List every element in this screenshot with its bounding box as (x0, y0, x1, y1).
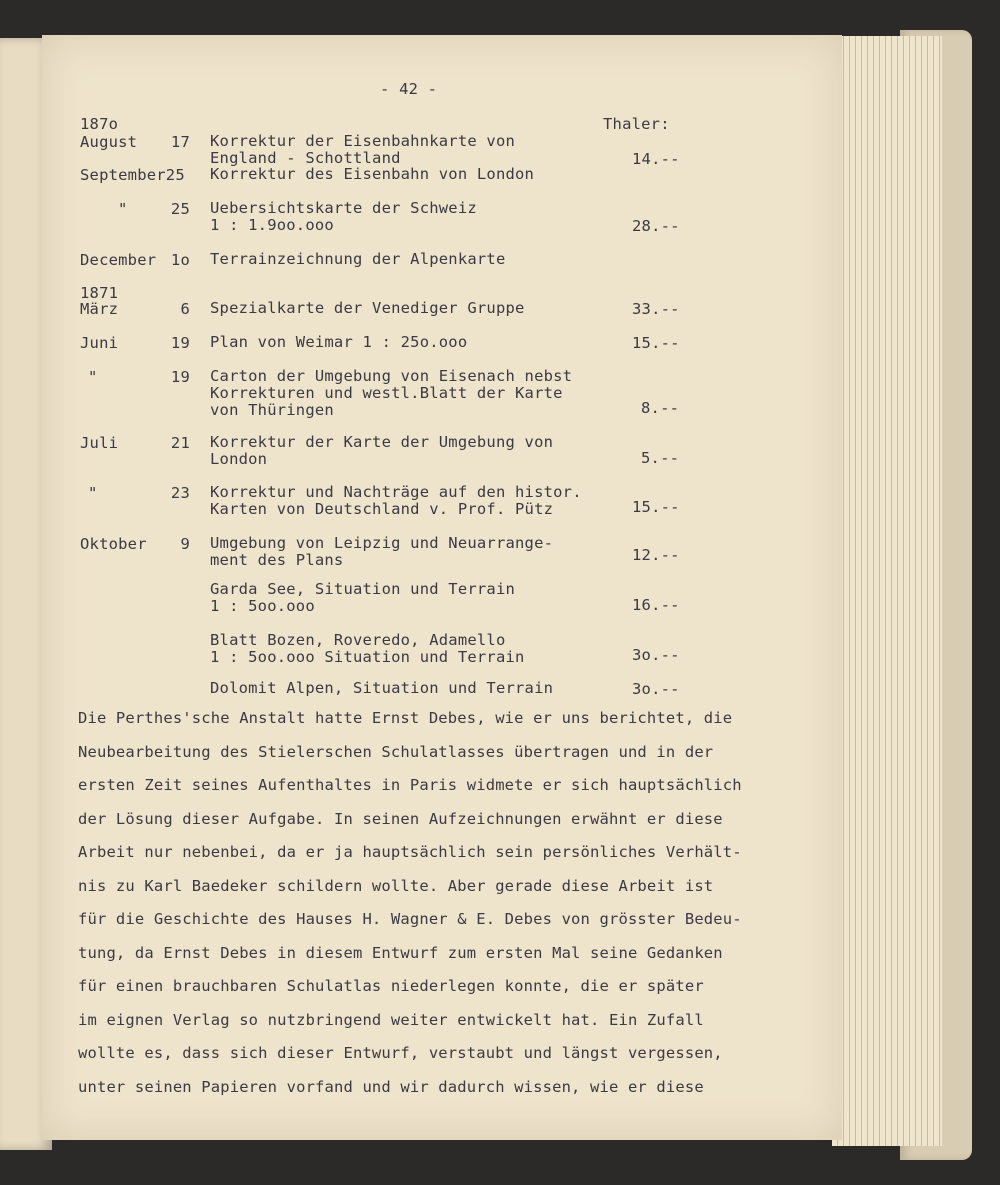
entry-desc-line: von Thüringen (210, 401, 334, 419)
entry-amount: 12.-- (632, 546, 680, 564)
entry-desc-line: Korrektur der Eisenbahnkarte von (210, 132, 516, 150)
entry-month: Juli (80, 434, 119, 452)
entry-desc-line: Dolomit Alpen, Situation und Terrain (210, 679, 554, 697)
entry-desc-line: Uebersichtskarte der Schweiz (210, 199, 477, 217)
paragraph-line: unter seinen Papieren vorfand und wir dadurch wissen, wie er diese (78, 1077, 704, 1096)
entry-desc-line: 1 : 5oo.ooo (210, 597, 315, 615)
page-stack-edge (832, 36, 942, 1146)
entry-desc-line: Korrektur der Karte der Umgebung von (210, 433, 554, 451)
entry-desc-line: Terrainzeichnung der Alpenkarte (210, 250, 506, 268)
year-header: 187o (80, 115, 119, 133)
entry-desc-line: Blatt Bozen, Roveredo, Adamello (210, 631, 506, 649)
body-paragraph (78, 702, 808, 1104)
entry-desc-line: Plan von Weimar 1 : 25o.ooo (210, 333, 468, 351)
entry-desc-line: England - Schottland (210, 149, 401, 167)
paragraph-line: Die Perthes'sche Anstalt hatte Ernst Debes, wie er uns berichtet, die (78, 709, 733, 727)
entry-month: September25 (80, 166, 185, 184)
entry-month: Oktober (80, 535, 147, 553)
entry-amount: 15.-- (632, 334, 680, 352)
entry-day: 19 (170, 334, 190, 352)
entry-desc-line: Korrekturen und westl.Blatt der Karte (210, 384, 563, 402)
entry-desc-line: Carton der Umgebung von Eisenach nebst (210, 367, 573, 385)
entry-amount: 3o.-- (632, 680, 680, 698)
entry-amount: 15.-- (632, 498, 680, 516)
entry-year: 1871 (80, 284, 119, 302)
entry-desc-line: Umgebung von Leipzig und Neuarrange- (210, 534, 554, 552)
paragraph-line: Neubearbeitung des Stielerschen Schulatlasses übertragen und in der (78, 742, 714, 761)
entry-desc-line: London (210, 450, 268, 468)
entry-month: " (118, 200, 128, 218)
entry-month: " (88, 484, 98, 502)
entry-month: " (88, 368, 98, 386)
entry-month: März (80, 300, 119, 318)
entry-desc-line: Spezialkarte der Venediger Gruppe (210, 299, 525, 317)
entry-desc-line: ment des Plans (210, 551, 344, 569)
entry-month: December (80, 251, 157, 269)
entry-day: 1o (170, 251, 190, 269)
paragraph-line: im eignen Verlag so nutzbringend weiter entwickelt hat. Ein Zufall (78, 1010, 704, 1029)
entry-day: 6 (180, 300, 190, 318)
entry-amount: 33.-- (632, 300, 680, 318)
entry-day: 23 (170, 484, 190, 502)
paragraph-line: nis zu Karl Baedeker schildern wollte. Aber gerade diese Arbeit ist (78, 876, 714, 895)
entry-desc-line: 1 : 5oo.ooo Situation und Terrain (210, 648, 525, 666)
entry-amount: 28.-- (632, 217, 680, 235)
entry-amount: 8.-- (641, 399, 680, 417)
paragraph-line: für einen brauchbaren Schulatlas niederlegen konnte, die er später (78, 977, 704, 995)
entry-day: 25 (170, 200, 190, 218)
paragraph-line: wollte es, dass sich dieser Entwurf, verstaubt und längst vergessen, (78, 1044, 723, 1062)
currency-header: Thaler: (603, 115, 670, 133)
entry-desc-line: Korrektur und Nachträge auf den histor. (210, 483, 582, 501)
entry-day: 19 (170, 368, 190, 386)
paragraph-line: Arbeit nur nebenbei, da er ja hauptsächlich sein persönliches Verhält- (78, 843, 742, 861)
paragraph-line: für die Geschichte des Hauses H. Wagner & E. Debes von grösster Bedeu- (78, 910, 742, 928)
entry-amount: 3o.-- (632, 646, 680, 664)
entry-amount: 16.-- (632, 596, 680, 614)
entry-month: Juni (80, 334, 119, 352)
entry-amount: 14.-- (632, 150, 680, 168)
entry-desc-line: Karten von Deutschland v. Prof. Pütz (210, 500, 554, 518)
entry-desc-line: Garda See, Situation und Terrain (210, 580, 516, 598)
entry-amount: 5.-- (641, 449, 680, 467)
entry-desc-line: Korrektur des Eisenbahn von London (210, 165, 535, 183)
entry-desc-line: 1 : 1.9oo.ooo (210, 216, 334, 234)
entry-day: 17 (170, 133, 190, 151)
paragraph-line: tung, da Ernst Debes in diesem Entwurf zum ersten Mal seine Gedanken (78, 943, 723, 962)
page-number: - 42 - (380, 80, 438, 98)
paragraph-line: ersten Zeit seines Aufenthaltes in Paris widmete er sich hauptsächlich (78, 776, 742, 794)
entry-month: August (80, 133, 138, 151)
paragraph-line: der Lösung dieser Aufgabe. In seinen Aufzeichnungen erwähnt er diese (78, 809, 723, 828)
entry-day: 21 (170, 434, 190, 452)
entry-day: 9 (180, 535, 190, 553)
